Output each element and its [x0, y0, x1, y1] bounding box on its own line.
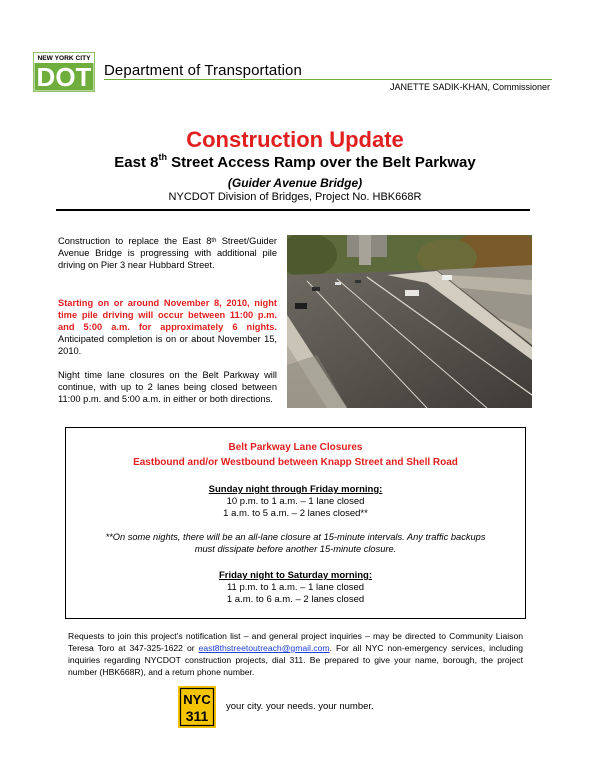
weekday-schedule-line: 10 p.m. to 1 a.m. – 1 lane closed	[226, 496, 365, 507]
closure-note: must dissipate before another 15-minute closure.	[194, 544, 397, 554]
page-subtitle	[0, 154, 590, 171]
subtitle-pre: East 8	[114, 154, 159, 171]
schedule-highlight: Starting on or around November 8, 2010, night time pile driving will occur between 11:00 p.m. and 5:00 a.m. for approximately 6 nights.	[58, 298, 277, 332]
logo-main-text: DOT	[36, 62, 92, 92]
intro-paragraph	[58, 235, 277, 271]
contact-text-a: Requests to join this project’s notification list – and general project inquiries – may be directed to Community Liaison Teresa Toro at 347-325-1622 or	[68, 631, 523, 653]
contact-text-b: . For all NYC non-emergency services, including inquiries regarding NYCDOT construction projects, dial 311. Be prepared to give your name, borough, the project number (HBK668R), and a return phone number.	[68, 643, 523, 677]
schedule-paragraph	[58, 297, 277, 357]
commissioner-name: JANETTE SADIK-KHAN, Commissioner	[389, 82, 550, 92]
bridge-name: (Guider Avenue Bridge)	[227, 176, 363, 190]
intro-sup: th	[211, 238, 217, 244]
weekday-schedule-line: 1 a.m. to 5 a.m. – 2 lanes closed**	[223, 508, 368, 519]
closure-note: **On some nights, there will be an all-lane closure at 15-minute intervals. Any traffic backups	[105, 532, 486, 542]
page-title: Construction Update	[186, 127, 404, 152]
project-number: NYCDOT Division of Bridges, Project No. HBK668R	[168, 191, 422, 203]
email-link[interactable]: east8thstreetoutreach@gmail.com	[198, 643, 330, 653]
nyc-311-logo	[178, 686, 216, 728]
311-tagline: your city. your needs. your number.	[226, 701, 374, 712]
logo-311-bottom: 311	[185, 708, 209, 724]
intro-text-b: Street/Guider Avenue Bridge is progressing with additional pile driving on Pier 3 near Hubbard Street.	[58, 236, 277, 270]
department-name: Department of Transportation	[104, 62, 302, 79]
subtitle-post: Street Access Ramp over the Belt Parkway	[166, 154, 476, 171]
closures-title: Belt Parkway Lane Closures	[228, 442, 363, 453]
weekend-schedule-line: 1 a.m. to 6 a.m. – 2 lanes closed	[226, 594, 365, 605]
schedule-text: Anticipated completion is on or about November 15, 2010.	[58, 334, 277, 356]
closures-location: Eastbound and/or Westbound between Knapp Street and Shell Road	[133, 457, 458, 468]
weekday-schedule-heading: Sunday night through Friday morning:	[208, 484, 383, 495]
weekend-schedule-line: 11 p.m. to 1 a.m. – 1 lane closed	[226, 582, 365, 593]
contact-paragraph	[68, 630, 523, 678]
logo-top-text: NEW YORK CITY	[37, 55, 91, 63]
lane-closure-paragraph: Night time lane closures on the Belt Parkway will continue, with up to 2 lanes being closed between 11:00 p.m. and 5:00 a.m. in either or both directions.	[58, 370, 277, 404]
weekend-schedule-heading: Friday night to Saturday morning:	[218, 570, 373, 581]
intro-text-a: Construction to replace the East 8	[58, 236, 212, 246]
header-divider	[104, 79, 552, 80]
highway-construction-photo	[287, 235, 532, 408]
logo-311-top: NYC	[183, 692, 211, 707]
nyc-dot-logo	[33, 52, 95, 92]
title-divider	[56, 209, 530, 211]
subtitle-sup: th	[158, 152, 167, 162]
